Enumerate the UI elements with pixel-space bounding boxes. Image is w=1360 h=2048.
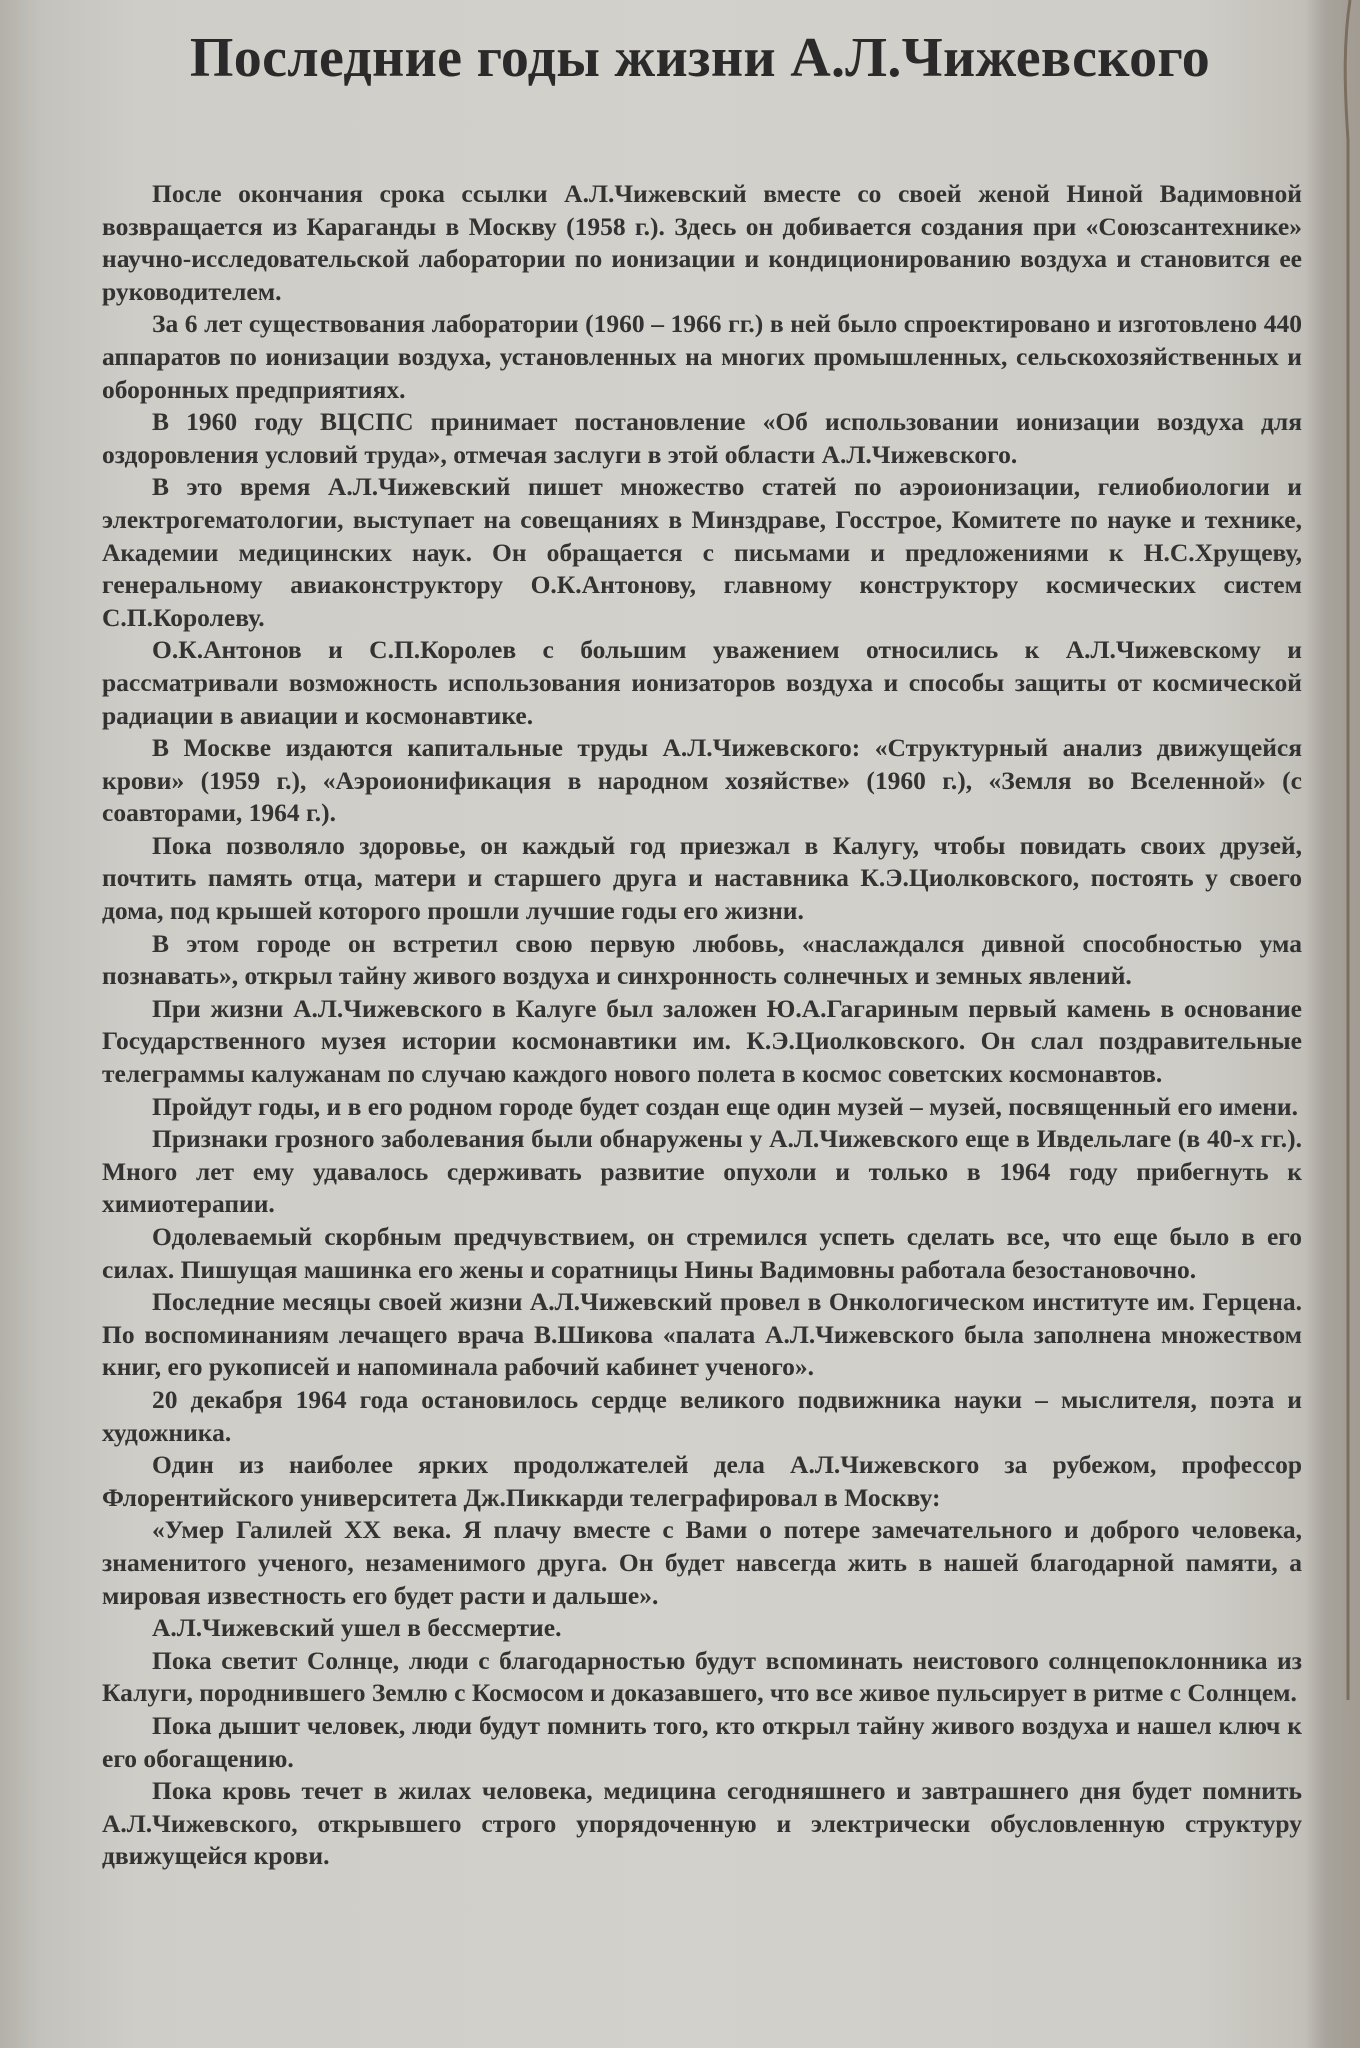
paragraph: Последние месяцы своей жизни А.Л.Чижевский провел в Онкологическом институте им. Герцена. По воспоминаниям лечащего врача В.Шикова «палата А.Л.Чижевского была заполнена множеством книг, его рукописей и напоминала рабочий кабинет ученого». [102,1287,1302,1382]
paragraph: Пока позволяло здоровье, он каждый год приезжал в Калугу, чтобы повидать своих друзей, почтить память отца, матери и старшего друга и наставника К.Э.Циолковского, постоять у своего дома, под крышей которого прошли лучшие годы его жизни. [102,830,1302,926]
article-body [102,178,1302,1873]
paragraph: В Москве издаются капитальные труды А.Л.Чижевского: «Структурный анализ движущейся крови» (1959 г.), «Аэроионификация в народном хозяйстве» (1960 г.), «Земля во Вселенной» (с соавторами, 1964 г.). [102,733,1302,828]
paragraph: За 6 лет существования лаборатории (1960 – 1966 гг.) в ней было спроектировано и изготовлено 440 аппаратов по ионизации воздуха, установленных на многих промышленных, сельскохозяйственных и оборонных предприятиях. [102,309,1302,404]
paragraph: О.К.Антонов и С.П.Королев с большим уважением относились к А.Л.Чижевскому и рассматривали возможность использования ионизаторов воздуха и способы защиты от космической радиации в авиации и космонавтике. [102,635,1302,730]
paragraph: А.Л.Чижевский ушел в бессмертие. [152,1613,562,1643]
paragraph: После окончания срока ссылки А.Л.Чижевский вместе со своей женой Ниной Вадимовной возвращается из Караганды в Москву (1958 г.). Здесь он добивается создания при «Союзсантехнике» научно-исследовательской лаборатории по ионизации и кондиционированию воздуха и становится ее руководителем. [102,179,1302,306]
paragraph: В этом городе он встретил свою первую любовь, «наслаждался дивной способностью ума познавать», открыл тайну живого воздуха и синхронность солнечных и земных явлений. [102,928,1302,991]
paragraph: Пройдут годы, и в его родном городе будет создан еще один музей – музей, посвященный его имени. [152,1091,1298,1121]
paragraph: «Умер Галилей XX века. Я плачу вместе с Вами о потере замечательного и доброго человека, знаменитого ученого, незаменимого друга. Он будет навсегда жить в нашей благодарной памяти, а мировая известность его будет расти и дальше». [102,1515,1302,1610]
frame-edge [1342,0,1352,1700]
paragraph: Одолеваемый скорбным предчувствием, он стремился успеть сделать все, что еще было в его силах. Пишущая машинка его жены и соратницы Нины Вадимовны работала безостановочно. [102,1222,1302,1284]
paragraph: Один из наиболее ярких продолжателей дела А.Л.Чижевского за рубежом, профессор Флорентийского университета Дж.Пиккарди телеграфировал в Москву: [102,1450,1302,1512]
page-title: Последние годы жизни А.Л.Чижевского [189,27,1211,89]
paragraph: При жизни А.Л.Чижевского в Калуге был заложен Ю.А.Гагариным первый камень в основание Государственного музея истории космонавтики им. К.Э.Циолковского. Он слал поздравительные телеграммы калужанам по случаю каждого нового полета в космос советских космонавтов. [102,993,1302,1089]
paragraph: В 1960 году ВЦСПС принимает постановление «Об использовании ионизации воздуха для оздоровления условий труда», отмечая заслуги в этой области А.Л.Чижевского. [102,407,1302,469]
paragraph: Пока светит Солнце, люди с благодарностью будут вспоминать неистового солнцепоклонника из Калуги, породнившего Землю с Космосом и доказавшего, что все живое пульсирует в ритме с Солнцем. [102,1645,1302,1708]
paragraph: Признаки грозного заболевания были обнаружены у А.Л.Чижевского еще в Ивдельлаге (в 40-х гг.). Много лет ему удавалось сдерживать развитие опухоли и только в 1964 году прибегнуть к химиотерапии. [102,1124,1302,1219]
paragraph: Пока дышит человек, люди будут помнить того, кто открыл тайну живого воздуха и нашел ключ к его обогащению. [102,1710,1302,1773]
paragraph: Пока кровь течет в жилах человека, медицина сегодняшнего и завтрашнего дня будет помнить А.Л.Чижевского, открывшего строго упорядоченную и электрически обусловленную структуру движущейся крови. [102,1776,1302,1871]
paragraph: 20 декабря 1964 года остановилось сердце великого подвижника науки – мыслителя, поэта и художника. [102,1384,1302,1447]
paragraph: В это время А.Л.Чижевский пишет множество статей по аэроионизации, гелиобиологии и электрогематологии, выступает на совещаниях в Минздраве, Госстрое, Комитете по науке и технике, Академии медицинских наук. Он обращается с письмами и предложениями к Н.С.Хрущеву, генеральному авиаконструктору О.К.Антонову, главному конструктору космических систем С.П.Королеву. [102,472,1302,632]
